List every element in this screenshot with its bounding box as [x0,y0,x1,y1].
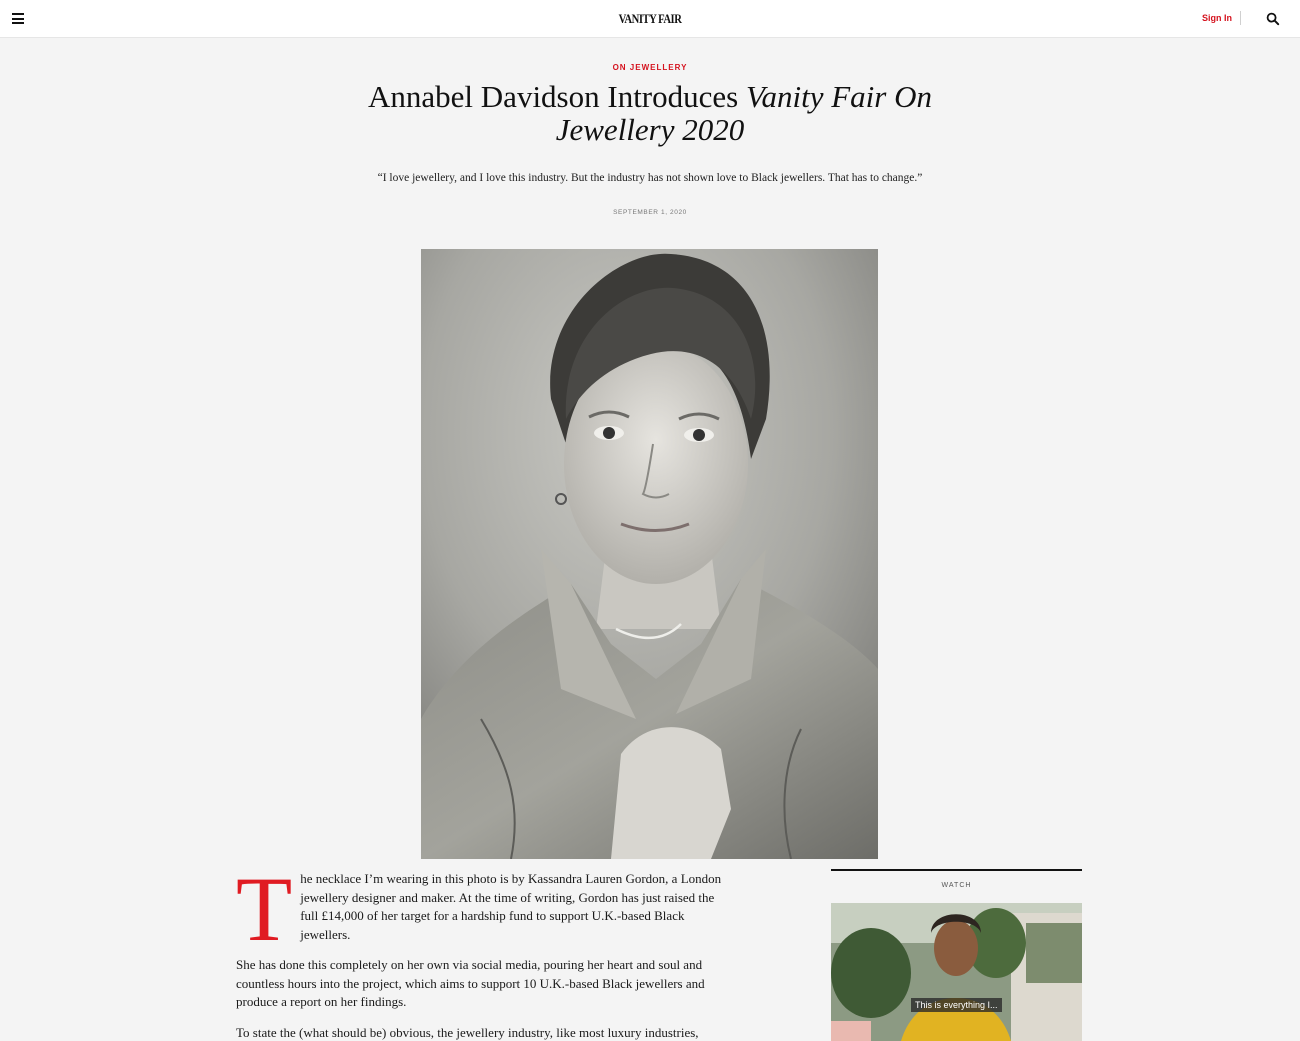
hamburger-menu-icon[interactable] [12,13,24,24]
paragraph-1-text: he necklace I’m wearing in this photo is by Kassandra Lauren Gordon, a London jewellery designer and maker. At the time of writing, Gordon has just raised the full £14,000 of her target for a hardship fund to support U.K.-based Black jewellers. [300,871,722,942]
header-divider [1240,11,1241,25]
drop-cap: T [236,858,293,960]
vanity-fair-logo[interactable]: VANITY FAIR [618,11,682,26]
article-body [236,858,728,1041]
body-paragraph-2: She has done this completely on her own via social media, pouring her heart and soul and countless hours into the project, which aims to support 10 U.K.-based Black jewellers and produce a report on her findings. [236,957,705,1009]
sign-in-link[interactable]: Sign In [1202,13,1232,23]
watch-label: WATCH [941,882,972,889]
video-caption: This is everything I... [911,998,1002,1012]
top-nav-bar [0,0,1300,38]
watch-divider [831,869,1082,871]
body-paragraph-1 [236,858,728,960]
article-headline [340,80,960,146]
search-icon[interactable] [1266,12,1280,26]
article-rubric[interactable]: ON JEWELLERY [612,63,688,72]
publish-date: SEPTEMBER 1, 2020 [613,209,687,216]
body-paragraph-3: To state the (what should be) obvious, the jewellery industry, like most luxury industries, [236,1024,699,1040]
headline-italic: Vanity Fair On Jewellery 2020 [555,79,932,147]
article-dek: “I love jewellery, and I love this industry. But the industry has not shown love to Black jewellers. That has to change.” [377,172,923,184]
hero-portrait-photo [421,249,878,859]
headline-plain: Annabel Davidson Introduces [368,79,739,114]
video-thumbnail[interactable] [831,903,1082,1041]
